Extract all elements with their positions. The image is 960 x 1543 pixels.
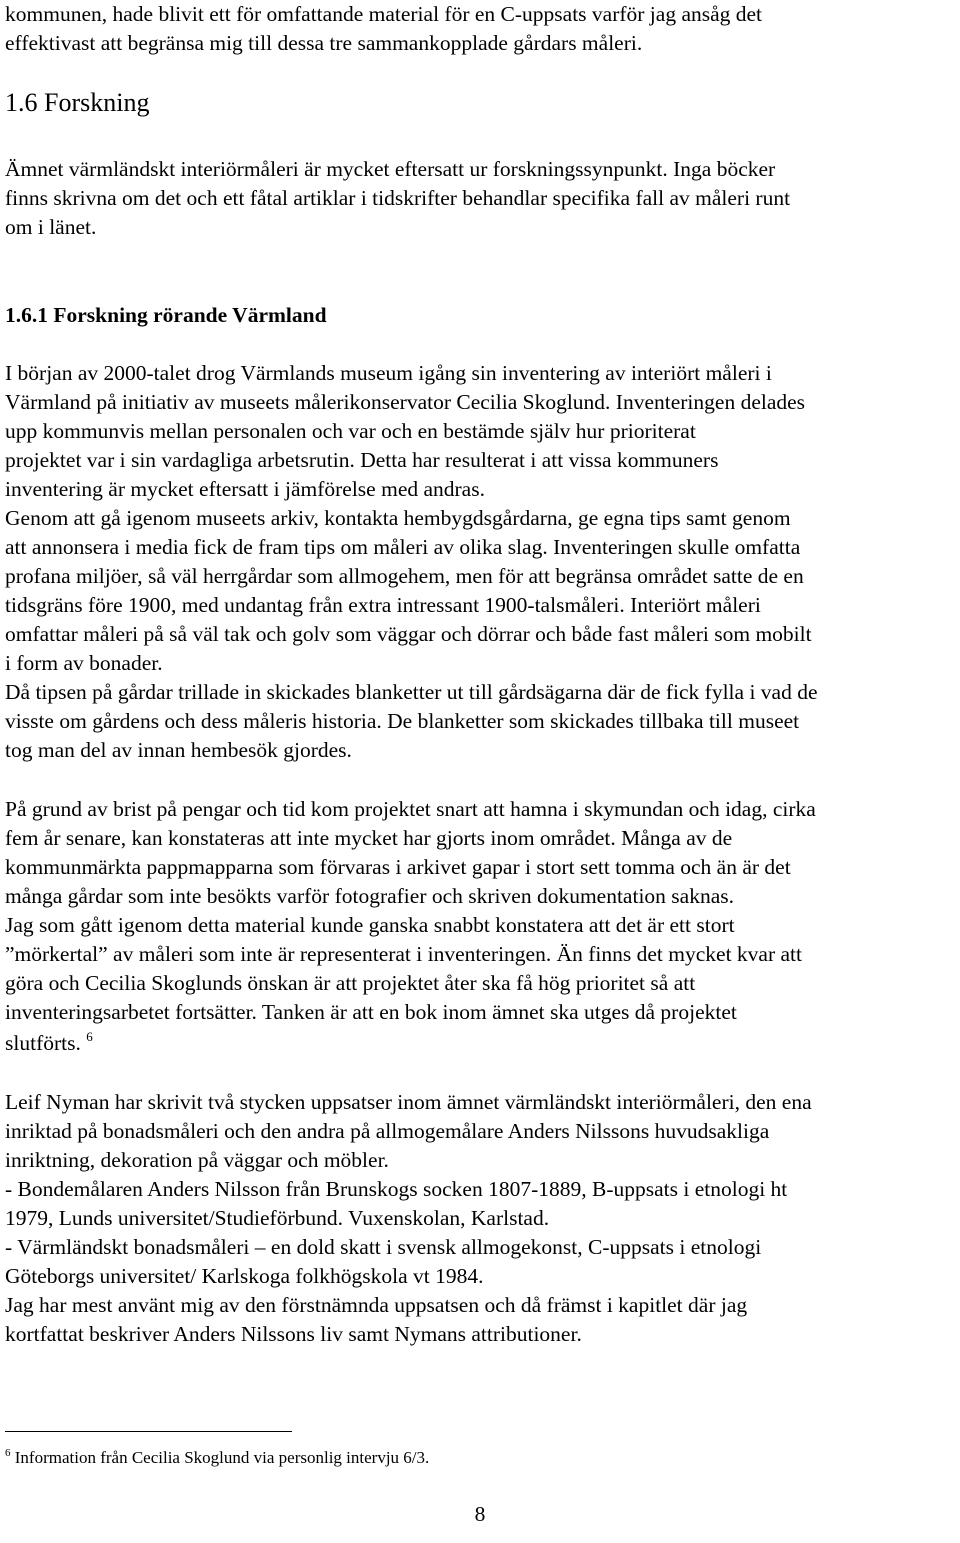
text-line: 1979, Lunds universitet/Studieförbund. Vuxenskolan, Karlstad. bbox=[5, 1206, 550, 1230]
text-line: kortfattat beskriver Anders Nilssons liv samt Nymans attributioner. bbox=[5, 1322, 582, 1346]
text-line: effektivast att begränsa mig till dessa tre sammankopplade gårdars måleri. bbox=[5, 31, 643, 55]
text-line: På grund av brist på pengar och tid kom projektet snart att hamna i skymundan och idag, cirka bbox=[5, 797, 816, 821]
text-line: inventering är mycket eftersatt i jämförelse med andras. bbox=[5, 477, 485, 501]
text-line: - Värmländskt bonadsmåleri – en dold skatt i svensk allmogekonst, C-uppsats i etnologi bbox=[5, 1235, 762, 1259]
text-line: upp kommunvis mellan personalen och var och en bestämde själv hur prioriterat bbox=[5, 419, 696, 443]
text-line: i form av bonader. bbox=[5, 651, 163, 675]
text-line: visste om gårdens och dess måleris historia. De blanketter som skickades tillbaka till museet bbox=[5, 709, 800, 733]
text-line: många gårdar som inte besökts varför fotografier och skriven dokumentation saknas. bbox=[5, 884, 734, 908]
text-line: kommunmärkta pappmapparna som förvaras i arkivet gapar i stort sett tomma och än är det bbox=[5, 855, 791, 879]
text-line: göra och Cecilia Skoglunds önskan är att projektet åter ska få hög prioritet så att bbox=[5, 971, 696, 995]
text-line: inriktning, dekoration på väggar och möbler. bbox=[5, 1148, 389, 1172]
text-line: Göteborgs universitet/ Karlskoga folkhögskola vt 1984. bbox=[5, 1264, 484, 1288]
footnote bbox=[5, 1446, 429, 1470]
text-line: kommunen, hade blivit ett för omfattande material för en C-uppsats varför jag ansåg det bbox=[5, 2, 763, 26]
text-line: Då tipsen på gårdar trillade in skickades blanketter ut till gårdsägarna där de fick fylla i vad de bbox=[5, 680, 818, 704]
text-line: inriktad på bonadsmåleri och den andra på allmogemålare Anders Nilssons huvudsakliga bbox=[5, 1119, 770, 1143]
text-line: profana miljöer, så väl herrgårdar som allmogehem, men för att begränsa området satte de en bbox=[5, 564, 804, 588]
text-line: - Bondemålaren Anders Nilsson från Brunskogs socken 1807-1889, B-uppsats i etnologi ht bbox=[5, 1177, 788, 1201]
text-line: Värmland på initiativ av museets målerikonservator Cecilia Skoglund. Inventeringen delades bbox=[5, 390, 806, 414]
section-heading: 1.6 Forskning bbox=[5, 88, 150, 117]
footnote-reference: 6 bbox=[86, 1029, 93, 1044]
text-line: projektet var i sin vardagliga arbetsrutin. Detta har resulterat i att vissa kommuners bbox=[5, 448, 719, 472]
page-number: 8 bbox=[474, 1502, 486, 1526]
footnote-separator bbox=[5, 1431, 292, 1432]
text-line: inventeringsarbetet fortsätter. Tanken är att en bok inom ämnet ska utges då projektet bbox=[5, 1000, 737, 1024]
text-line: finns skrivna om det och ett fåtal artiklar i tidskrifter behandlar specifika fall av måleri runt bbox=[5, 186, 791, 210]
text-fragment: slutförts. bbox=[5, 1031, 81, 1055]
text-line: Ämnet värmländskt interiörmåleri är mycket eftersatt ur forskningssynpunkt. Inga böcker bbox=[5, 157, 776, 181]
text-line: ”mörkertal” av måleri som inte är representerat i inventeringen. Än finns det mycket kvar att bbox=[5, 942, 802, 966]
text-line: att annonsera i media fick de fram tips om måleri av olika slag. Inventeringen skulle omfatta bbox=[5, 535, 801, 559]
text-line: om i länet. bbox=[5, 215, 97, 239]
text-line: fem år senare, kan konstateras att inte mycket har gjorts inom området. Många av de bbox=[5, 826, 733, 850]
text-line: omfattar måleri på så väl tak och golv som väggar och dörrar och både fast måleri som mobilt bbox=[5, 622, 812, 646]
text-line: I början av 2000-talet drog Värmlands museum igång sin inventering av interiört måleri i bbox=[5, 361, 772, 385]
text-line: Jag har mest använt mig av den förstnämnda uppsatsen och då främst i kapitlet där jag bbox=[5, 1293, 748, 1317]
text-line: tog man del av innan hembesök gjordes. bbox=[5, 738, 352, 762]
footnote-number: 6 bbox=[5, 1447, 11, 1459]
text-line: tidsgräns före 1900, med undantag från extra intressant 1900-talsmåleri. Interiört måleri bbox=[5, 593, 761, 617]
text-line: Genom att gå igenom museets arkiv, kontakta hembygdsgårdarna, ge egna tips samt genom bbox=[5, 506, 791, 530]
text-line-with-footnote bbox=[5, 1029, 93, 1058]
text-line: Leif Nyman har skrivit två stycken uppsatser inom ämnet värmländskt interiörmåleri, den ena bbox=[5, 1090, 812, 1114]
text-line: Jag som gått igenom detta material kunde ganska snabbt konstatera att det är ett stort bbox=[5, 913, 735, 937]
subsection-heading: 1.6.1 Forskning rörande Värmland bbox=[5, 303, 327, 327]
footnote-text: Information från Cecilia Skoglund via personlig intervju 6/3. bbox=[14, 1448, 430, 1467]
